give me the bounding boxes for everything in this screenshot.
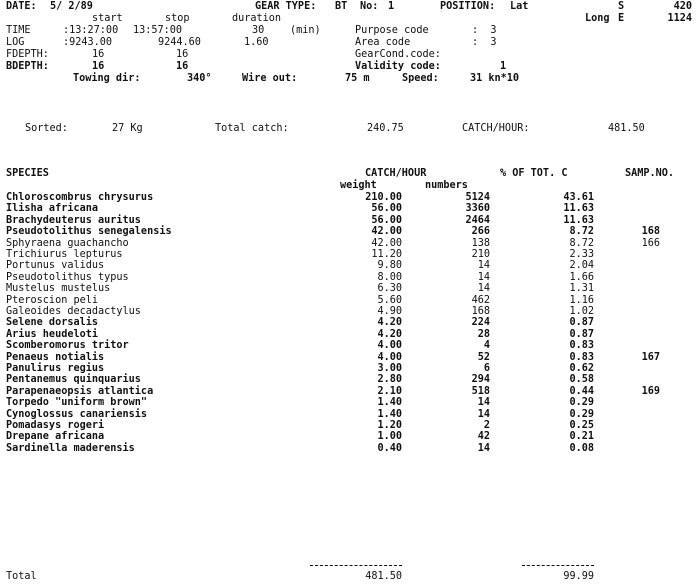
catch-numbers: 14 [477, 272, 490, 283]
species-name: Arius heudeloti [6, 329, 99, 340]
species-column-header: SPECIES [6, 168, 49, 179]
catch-numbers: 6 [483, 363, 490, 374]
gear-type-label: GEAR TYPE: [255, 1, 317, 12]
lat-value: 420 [673, 1, 692, 12]
log-label: LOG [6, 37, 25, 48]
time-start: :13:27:00 [63, 25, 119, 36]
total-catch-value: 240.75 [367, 123, 404, 134]
percent-of-total: 2.33 [569, 249, 594, 260]
percent-of-total: 43.61 [563, 192, 594, 203]
fdepth-start: 16 [92, 49, 105, 60]
wire-out-value: 75 m [345, 73, 370, 84]
species-name: Pteroscion peli [6, 295, 99, 306]
species-name: Sphyraena guachancho [6, 238, 129, 249]
catch-weight: 56.00 [371, 203, 402, 214]
percent-of-total: 11.63 [563, 215, 594, 226]
date-label: DATE: [6, 1, 37, 12]
percent-total-rule [522, 565, 594, 566]
time-unit: (min) [290, 25, 321, 36]
total-percent: 99.99 [563, 571, 594, 582]
catch-numbers: 2464 [465, 215, 490, 226]
catch-weight: 8.00 [377, 272, 402, 283]
percent-of-total: 0.29 [569, 409, 594, 420]
sample-number-column-header: SAMP.NO. [625, 168, 675, 179]
catch-numbers: 42 [477, 431, 490, 442]
catch-numbers: 2 [483, 420, 490, 431]
area-code-value: : 3 [472, 37, 497, 48]
percent-of-total: 0.25 [569, 420, 594, 431]
catch-weight: 56.00 [371, 215, 402, 226]
percent-of-total: 1.16 [569, 295, 594, 306]
species-name: Panulirus regius [6, 363, 105, 374]
log-start: :9243.00 [63, 37, 113, 48]
gear-no-value: 1 [388, 1, 395, 12]
catch-numbers: 168 [471, 306, 490, 317]
percent-total-column-header: % OF TOT. C [500, 168, 568, 179]
col-duration-heading: duration [232, 13, 282, 24]
species-name: Pseudotolithus typus [6, 272, 129, 283]
catch-numbers: 14 [477, 409, 490, 420]
percent-of-total: 0.87 [569, 329, 594, 340]
percent-of-total: 0.29 [569, 397, 594, 408]
catch-numbers: 210 [471, 249, 490, 260]
catch-numbers: 462 [471, 295, 490, 306]
species-name: Chloroscombrus chrysurus [6, 192, 154, 203]
col-stop-heading: stop [165, 13, 190, 24]
validity-code-value: 1 [500, 61, 507, 72]
bdepth-label: BDEPTH: [6, 61, 49, 72]
catch-weight: 1.00 [377, 431, 402, 442]
species-name: Cynoglossus canariensis [6, 409, 148, 420]
log-stop: 9244.60 [158, 37, 201, 48]
sample-number: 168 [641, 226, 660, 237]
percent-of-total: 0.87 [569, 317, 594, 328]
sorted-label: Sorted: [25, 123, 68, 134]
validity-code-label: Validity code: [355, 61, 441, 72]
catch-weight: 2.10 [377, 386, 402, 397]
bdepth-stop: 16 [176, 61, 189, 72]
towing-dir-value: 340° [187, 73, 212, 84]
long-value: 1124 [667, 13, 692, 24]
catch-numbers: 518 [471, 386, 490, 397]
species-name: Ilisha africana [6, 203, 99, 214]
catch-numbers: 294 [471, 374, 490, 385]
catch-weight: 0.40 [377, 443, 402, 454]
time-duration: 30 [252, 25, 265, 36]
percent-of-total: 0.62 [569, 363, 594, 374]
time-stop: 13:57:00 [133, 25, 183, 36]
catch-per-hour-value: 481.50 [608, 123, 645, 134]
species-name: Pseudotolithus senegalensis [6, 226, 172, 237]
catch-numbers: 14 [477, 283, 490, 294]
catch-weight: 1.40 [377, 397, 402, 408]
total-weight: 481.50 [365, 571, 402, 582]
catch-weight: 9.80 [377, 260, 402, 271]
gear-type-value: BT [335, 1, 348, 12]
catch-weight: 210.00 [365, 192, 402, 203]
percent-of-total: 1.66 [569, 272, 594, 283]
species-name: Sardinella maderensis [6, 443, 135, 454]
gearcond-code-label: GearCond.code: [355, 49, 441, 60]
catch-weight: 4.00 [377, 352, 402, 363]
fdepth-stop: 16 [176, 49, 189, 60]
percent-of-total: 1.31 [569, 283, 594, 294]
percent-of-total: 0.58 [569, 374, 594, 385]
time-label: TIME [6, 25, 31, 36]
catch-numbers: 28 [477, 329, 490, 340]
percent-of-total: 1.02 [569, 306, 594, 317]
percent-of-total: 0.44 [569, 386, 594, 397]
catch-numbers: 14 [477, 443, 490, 454]
species-name: Pentanemus quinquarius [6, 374, 141, 385]
area-code-label: Area code [355, 37, 411, 48]
catch-weight: 4.20 [377, 329, 402, 340]
percent-of-total: 0.21 [569, 431, 594, 442]
total-catch-label: Total catch: [215, 123, 289, 134]
species-name: Pomadasys rogeri [6, 420, 105, 431]
species-name: Mustelus mustelus [6, 283, 111, 294]
catch-weight: 1.20 [377, 420, 402, 431]
catch-numbers: 14 [477, 397, 490, 408]
percent-of-total: 0.08 [569, 443, 594, 454]
catch-weight: 42.00 [371, 238, 402, 249]
species-name: Scomberomorus tritor [6, 340, 129, 351]
catch-numbers: 4 [483, 340, 490, 351]
lat-hemisphere: S [618, 1, 625, 12]
catch-numbers: 5124 [465, 192, 490, 203]
sample-number: 167 [641, 352, 660, 363]
species-name: Torpedo "uniform brown" [6, 397, 148, 408]
bdepth-start: 16 [92, 61, 105, 72]
percent-of-total: 0.83 [569, 340, 594, 351]
species-name: Galeoides decadactylus [6, 306, 141, 317]
long-hemisphere: E [618, 13, 625, 24]
species-name: Parapenaeopsis atlantica [6, 386, 154, 397]
catch-weight: 4.20 [377, 317, 402, 328]
catch-numbers: 138 [471, 238, 490, 249]
catch-hour-column-header: CATCH/HOUR [365, 168, 427, 179]
log-duration: 1.60 [244, 37, 269, 48]
weight-total-rule [310, 565, 402, 566]
sorted-value: 27 Kg [112, 123, 143, 134]
catch-per-hour-label: CATCH/HOUR: [462, 123, 530, 134]
catch-numbers: 3360 [465, 203, 490, 214]
sample-number: 169 [641, 386, 660, 397]
towing-dir-label: Towing dir: [73, 73, 141, 84]
weight-subheader: weight [340, 180, 377, 191]
catch-numbers: 266 [471, 226, 490, 237]
lat-label: Lat [510, 1, 529, 12]
position-label: POSITION: [440, 1, 496, 12]
catch-numbers: 52 [477, 352, 490, 363]
catch-numbers: 14 [477, 260, 490, 271]
purpose-code-label: Purpose code [355, 25, 429, 36]
long-label: Long [585, 13, 610, 24]
catch-weight: 5.60 [377, 295, 402, 306]
percent-of-total: 2.04 [569, 260, 594, 271]
purpose-code-value: : 3 [472, 25, 497, 36]
total-label: Total [6, 571, 37, 582]
numbers-subheader: numbers [425, 180, 468, 191]
catch-weight: 6.30 [377, 283, 402, 294]
catch-weight: 42.00 [371, 226, 402, 237]
sample-number: 166 [641, 238, 660, 249]
fdepth-label: FDEPTH: [6, 49, 49, 60]
species-name: Selene dorsalis [6, 317, 99, 328]
percent-of-total: 0.83 [569, 352, 594, 363]
percent-of-total: 11.63 [563, 203, 594, 214]
wire-out-label: Wire out: [242, 73, 298, 84]
catch-weight: 4.00 [377, 340, 402, 351]
catch-weight: 11.20 [371, 249, 402, 260]
species-name: Drepane africana [6, 431, 105, 442]
speed-value: 31 kn*10 [470, 73, 520, 84]
percent-of-total: 8.72 [569, 226, 594, 237]
catch-weight: 4.90 [377, 306, 402, 317]
col-start-heading: start [92, 13, 123, 24]
gear-no-label: No: [360, 1, 379, 12]
speed-label: Speed: [402, 73, 439, 84]
catch-weight: 3.00 [377, 363, 402, 374]
catch-weight: 1.40 [377, 409, 402, 420]
species-name: Portunus validus [6, 260, 105, 271]
catch-weight: 2.80 [377, 374, 402, 385]
species-name: Trichiurus lepturus [6, 249, 123, 260]
species-name: Penaeus notialis [6, 352, 105, 363]
percent-of-total: 8.72 [569, 238, 594, 249]
catch-numbers: 224 [471, 317, 490, 328]
species-name: Brachydeuterus auritus [6, 215, 141, 226]
date-value: 5/ 2/89 [50, 1, 93, 12]
